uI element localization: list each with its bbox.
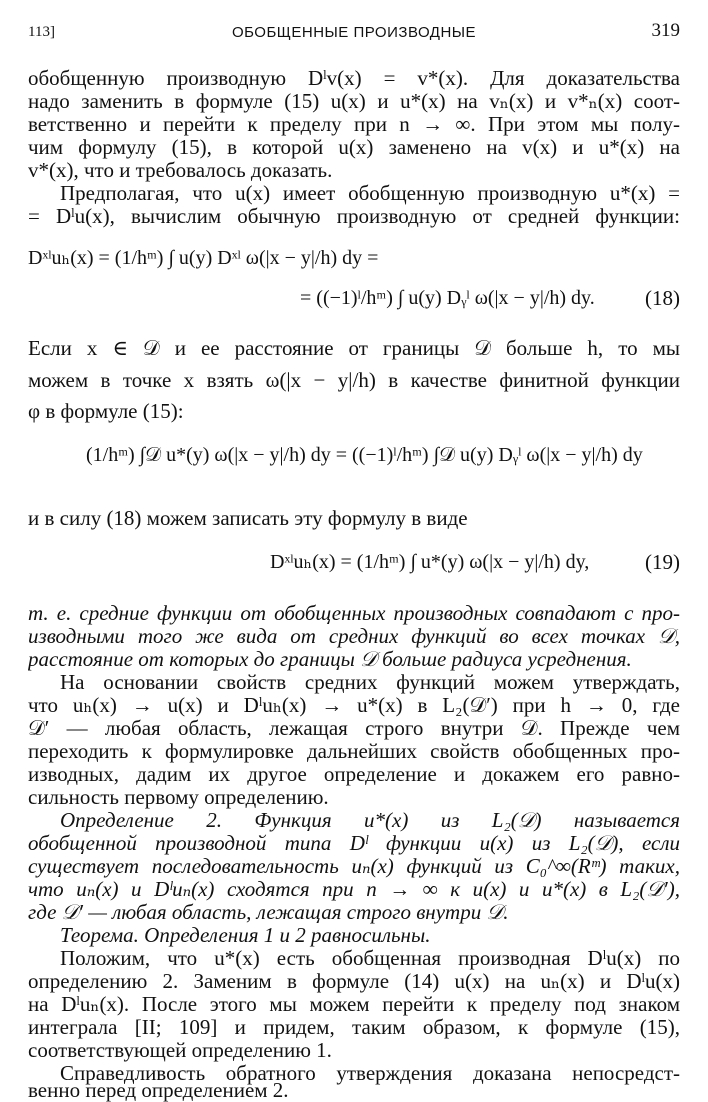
formula-18-line2: = ((−1)ˡ/hᵐ) ∫ u(y) Dᵧˡ ω(|x − y|/h) dy. bbox=[300, 287, 595, 309]
text-line: Предполагая, что u(x) имеет обобщенную производную u*(x) = bbox=[60, 181, 680, 205]
definition-2-heading: Определение 2. Функция u*(x) из L₂(𝒟) называется bbox=[60, 808, 680, 832]
text-line: т. е. средние функции от обобщенных производных совпадают с про- bbox=[28, 601, 680, 625]
text-line: переходить к формулировке дальнейших свойств обобщенных про- bbox=[28, 739, 680, 763]
text-line: соответствующей определению 1. bbox=[28, 1038, 332, 1062]
text-line: изводных, дадим их другое определение и докажем его равно- bbox=[28, 762, 680, 786]
theorem-statement: Теорема. Определения 1 и 2 равносильны. bbox=[60, 923, 431, 947]
text-line: чим формулу (15), в которой u(x) заменено на v(x) и u*(x) на bbox=[28, 135, 680, 159]
text-line: интеграла [II; 109] и придем, таким образом, к формуле (15), bbox=[28, 1015, 680, 1039]
text-line: = Dˡu(x), вычислим обычную производную от средней функции: bbox=[28, 204, 680, 228]
text-line: 𝒟′ — любая область, лежащая строго внутри 𝒟. Прежде чем bbox=[28, 716, 680, 740]
formula-19: Dˣˡuₕ(x) = (1/hᵐ) ∫ u*(y) ω(|x − y|/h) dy, bbox=[270, 551, 590, 573]
text-line: венно перед определением 2. bbox=[28, 1078, 289, 1102]
text-line: расстояние от которых до границы 𝒟 больше радиуса усреднения. bbox=[28, 647, 632, 671]
text-line: и в силу (18) можем записать эту формулу в виде bbox=[28, 506, 468, 530]
equation-number-19: (19) bbox=[645, 550, 680, 574]
text-line: обобщенной производной типа Dˡ функции u(x) из L₂(𝒟), если bbox=[28, 831, 680, 855]
text-line: что uₕ(x) → u(x) и Dˡuₕ(x) → u*(x) в L₂(𝒟′) при h → 0, где bbox=[28, 693, 680, 717]
text-line: изводными того же вида от средних функций во всех точках 𝒟, bbox=[28, 624, 680, 648]
text-line: v*(x), что и требовалось доказать. bbox=[28, 158, 333, 182]
formula-averaging-identity: (1/hᵐ) ∫𝒟 u*(y) ω(|x − y|/h) dy = ((−1)ˡ/hᵐ) ∫𝒟 u(y) Dᵧˡ ω(|x − y|/h) dy bbox=[86, 444, 643, 466]
text-line: На основании свойств средних функций можем утверждать, bbox=[60, 670, 680, 694]
text-line: можем в точке x взять ω(|x − y|/h) в качестве финитной функции bbox=[28, 368, 680, 392]
text-line: Если x ∈ 𝒟 и ее расстояние от границы 𝒟 больше h, то мы bbox=[28, 336, 680, 360]
text-line: надо заменить в формуле (15) u(x) и u*(x) на vₙ(x) и v*ₙ(x) соот- bbox=[28, 89, 680, 113]
text-line: на Dˡuₙ(x). После этого мы можем перейти к пределу под знаком bbox=[28, 992, 680, 1016]
text-line: сильность первому определению. bbox=[28, 785, 329, 809]
text-line: существует последовательность uₙ(x) функций из C₀^∞(Rᵐ) таких, bbox=[28, 854, 680, 878]
running-title: ОБОБЩЕННЫЕ ПРОИЗВОДНЫЕ bbox=[231, 24, 477, 41]
text-line: φ в формуле (15): bbox=[28, 399, 184, 423]
text-line: определению 2. Заменим в формуле (14) u(x) на uₙ(x) и Dˡu(x) bbox=[28, 969, 680, 993]
text-line: обобщенную производную Dˡv(x) = v*(x). Для доказательства bbox=[28, 66, 680, 90]
page-number: 319 bbox=[651, 20, 680, 41]
text-line: Справедливость обратного утверждения доказана непосредст- bbox=[60, 1061, 680, 1085]
text-line: где 𝒟′ — любая область, лежащая строго внутри 𝒟. bbox=[28, 900, 509, 924]
formula-18-line1: Dˣˡuₕ(x) = (1/hᵐ) ∫ u(y) Dˣˡ ω(|x − y|/h) dy = bbox=[28, 247, 379, 269]
section-number: 113] bbox=[28, 24, 55, 40]
text-line: Положим, что u*(x) есть обобщенная производная Dˡu(x) по bbox=[60, 946, 680, 970]
text-line: что uₙ(x) и Dˡuₙ(x) сходятся при n → ∞ к u(x) и u*(x) в L₂(𝒟′), bbox=[28, 877, 680, 901]
running-header bbox=[28, 20, 680, 46]
text-line: ветственно и перейти к пределу при n → ∞. При этом мы полу- bbox=[28, 112, 680, 136]
equation-number-18: (18) bbox=[645, 286, 680, 310]
